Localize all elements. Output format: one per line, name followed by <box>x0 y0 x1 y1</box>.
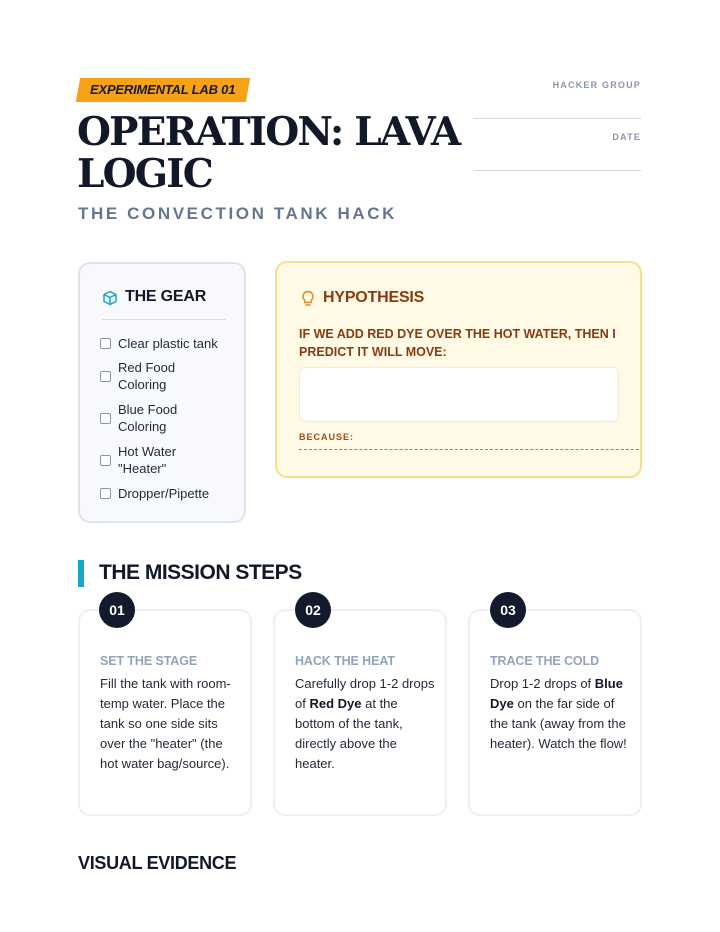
gear-item-label: Red Food Coloring <box>118 360 176 392</box>
step-body <box>490 674 630 754</box>
gear-title: THE GEAR <box>125 288 207 305</box>
cube-icon <box>102 290 118 306</box>
step-body-highlight: Blue Dye <box>490 676 623 711</box>
checkbox[interactable] <box>100 371 111 382</box>
lightbulb-icon <box>301 290 315 307</box>
step-title: SET THE STAGE <box>100 654 198 668</box>
lab-badge-text: EXPERIMENTAL LAB 01 <box>90 82 236 97</box>
section-accent-bar <box>78 560 84 587</box>
visual-evidence-title: VISUAL EVIDENCE <box>78 853 237 873</box>
step-title: TRACE THE COLD <box>490 654 600 668</box>
hypothesis-prompt: IF WE ADD RED DYE OVER THE HOT WATER, THEN I PREDICT IT WILL MOVE: <box>299 327 616 359</box>
step-card <box>468 609 642 816</box>
step-number-badge: 02 <box>295 592 331 628</box>
checkbox[interactable] <box>100 488 111 499</box>
hypothesis-answer-box[interactable] <box>299 367 619 422</box>
hacker-group-label: HACKER GROUP <box>552 80 641 90</box>
hypothesis-header <box>301 289 424 307</box>
checkbox[interactable] <box>100 413 111 424</box>
hypothesis-card <box>275 261 642 478</box>
gear-item[interactable] <box>100 359 210 393</box>
step-body-text: on the far side of the tank (away from the heater). Watch the flow! <box>490 696 627 751</box>
gear-header <box>102 288 226 320</box>
step-body-text: at the bottom of the tank, directly above the heater. <box>295 696 403 771</box>
hypothesis-title: HYPOTHESIS <box>323 289 425 306</box>
step-body-text: Carefully drop 1-2 drops of <box>295 676 435 711</box>
checkbox[interactable] <box>100 338 111 349</box>
step-body: Fill the tank with room-temp water. Place the tank so one side sits over the "heater" (the hot water bag/source). <box>100 676 231 771</box>
gear-item-label: Blue Food Coloring <box>118 402 178 434</box>
because-label: BECAUSE: <box>299 432 355 442</box>
gear-item[interactable] <box>100 401 210 435</box>
hacker-group-field[interactable] <box>473 118 641 119</box>
step-card <box>78 609 252 816</box>
step-title: HACK THE HEAT <box>295 654 395 668</box>
gear-item[interactable] <box>100 443 210 477</box>
page-title: OPERATION: LAVA LOGIC <box>77 109 460 197</box>
gear-card <box>78 262 246 523</box>
step-body-text: Drop 1-2 drops of <box>490 676 595 691</box>
checkbox[interactable] <box>100 455 111 466</box>
step-body <box>295 674 435 774</box>
gear-item[interactable] <box>100 485 209 502</box>
date-label: DATE <box>612 132 641 142</box>
gear-item-label: Dropper/Pipette <box>118 486 210 501</box>
gear-item[interactable] <box>100 335 218 352</box>
date-field[interactable] <box>473 170 641 171</box>
mission-steps-title: THE MISSION STEPS <box>99 561 302 584</box>
step-number-badge: 03 <box>490 592 526 628</box>
gear-item-label: Clear plastic tank <box>118 336 218 351</box>
lab-badge <box>76 78 250 102</box>
page-subtitle: THE CONVECTION TANK HACK <box>78 204 397 223</box>
gear-item-label: Hot Water "Heater" <box>118 444 177 476</box>
step-number-badge: 01 <box>99 592 135 628</box>
because-answer-line[interactable] <box>299 449 642 450</box>
step-card <box>273 609 447 816</box>
step-body-highlight: Red Dye <box>309 696 362 711</box>
